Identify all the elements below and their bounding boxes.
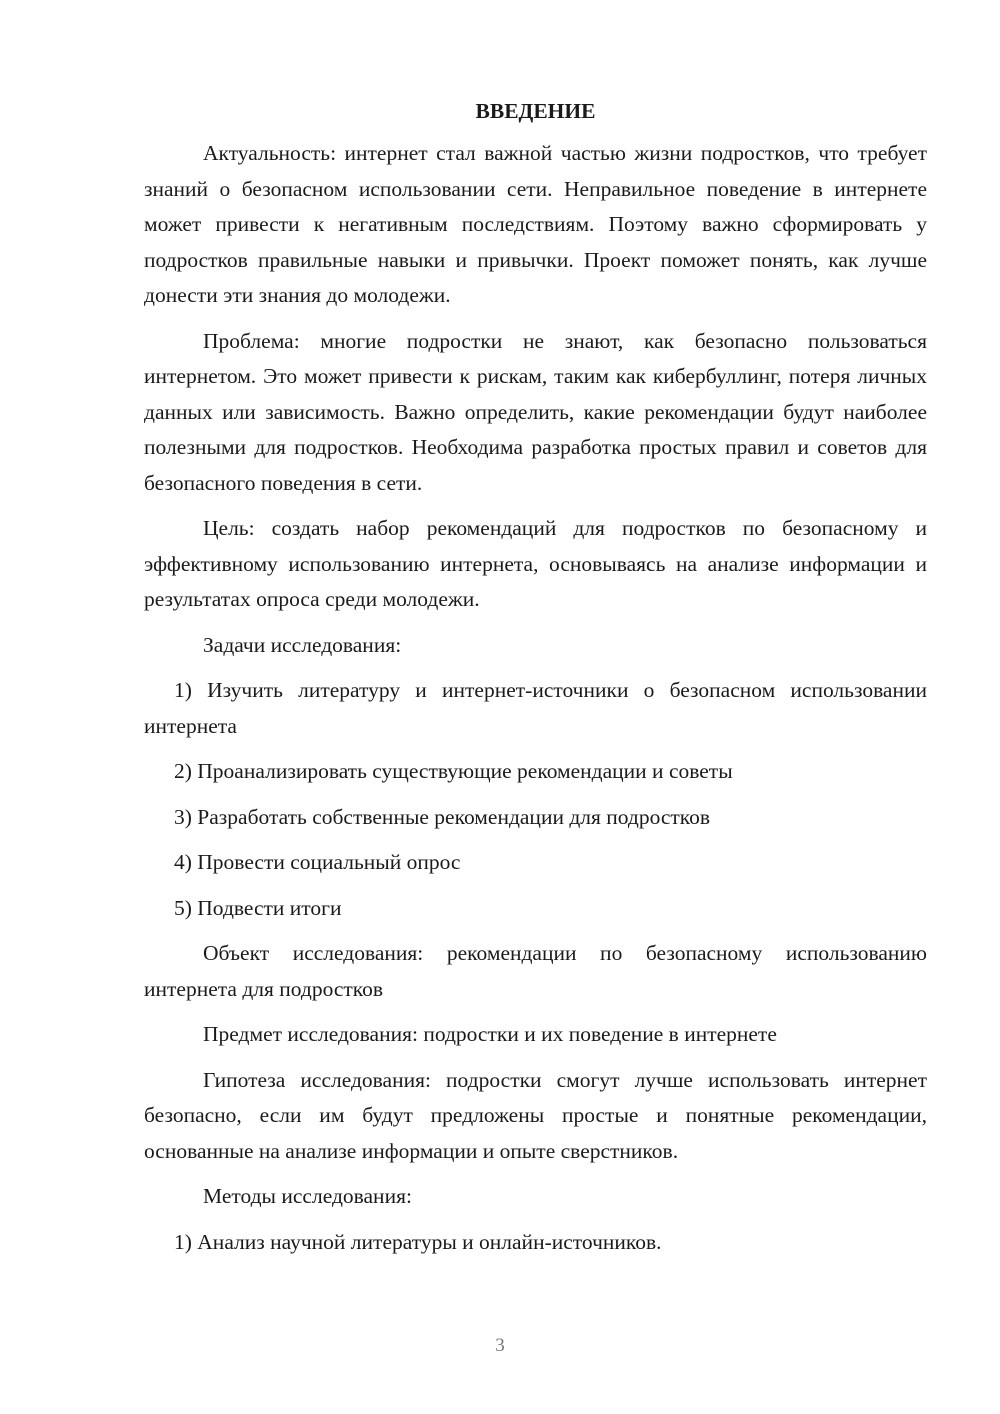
subject-paragraph: Предмет исследования: подростки и их поведение в интернете [203,1022,777,1046]
problem-paragraph: Проблема: многие подростки не знают, как безопасно пользоваться интернетом. Это может привести к рискам, таким как кибербуллинг, потеря личных данных или зависимость. Важно определить, какие рекомендации будут наиболее полезными для подростков. Необходима разработка простых правил и советов для безопасного поведения в сети. [144,328,927,495]
hypothesis-paragraph: Гипотеза исследования: подростки смогут лучше использовать интернет безопасно, если им будут предложены простые и понятные рекомендации, основанные на анализе информации и опыте сверстников. [144,1067,927,1163]
task-item: 1) Изучить литературу и интернет-источники о безопасном использовании интернета [144,678,927,738]
relevance-paragraph: Актуальность: интернет стал важной частью жизни подростков, что требует знаний о безопасном использовании сети. Неправильное поведение в интернете может привести к негативным последствиям. Поэтому важно сформировать у подростков правильные навыки и привычки. Проект поможет понять, как лучше донести эти знания до молодежи. [144,141,927,307]
document-body [144,96,927,1270]
section-title: ВВЕДЕНИЕ [475,99,596,123]
task-item: 3) Разработать собственные рекомендации для подростков [174,804,711,829]
goal-paragraph: Цель: создать набор рекомендаций для подростков по безопасному и эффективному использованию интернета, основываясь на анализе информации и результатах опроса среди молодежи. [144,516,927,611]
task-item: 4) Провести социальный опрос [174,850,461,874]
methods-heading: Методы исследования: [203,1184,412,1208]
page-number: 3 [495,1335,505,1356]
task-item: 2) Проанализировать существующие рекомендации и советы [174,759,733,783]
method-item: 1) Анализ научной литературы и онлайн-источников. [174,1229,662,1254]
tasks-heading: Задачи исследования: [203,632,402,657]
object-paragraph: Объект исследования: рекомендации по безопасному использованию интернета для подростков [144,941,927,1001]
task-item: 5) Подвести итоги [174,895,342,920]
